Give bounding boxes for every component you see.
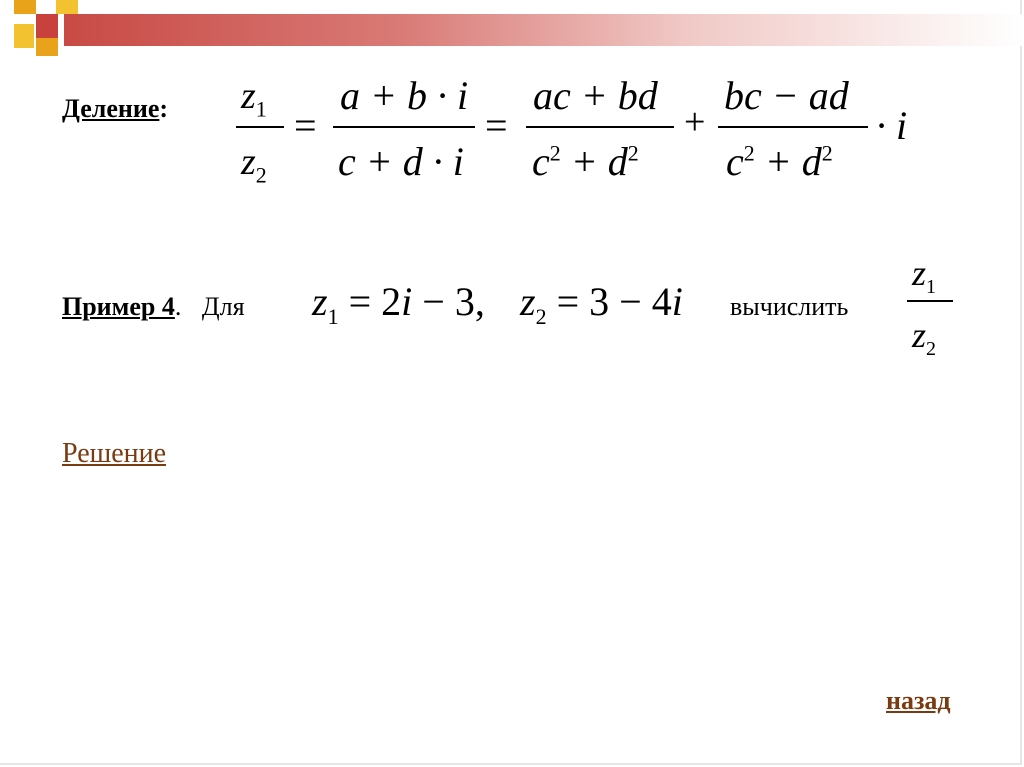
example-frac-bar: [907, 300, 953, 302]
formula-lhs-denominator: $z_2$: [241, 141, 267, 188]
back-link[interactable]: назад: [886, 686, 951, 715]
example-z2-definition: $z_2 = 3 - 4i$: [520, 279, 683, 329]
formula-equals-2: =: [485, 103, 508, 148]
division-label: Деление:: [62, 94, 169, 123]
formula-frac3-numerator: bc − ad: [724, 73, 849, 118]
header-square-orange-bottom: [36, 38, 58, 56]
header-square-red: [36, 14, 58, 38]
example-compute-word: вычислить: [730, 292, 849, 321]
formula-lhs-numerator: $z_1$: [241, 75, 267, 122]
solution-link[interactable]: Решение: [62, 438, 167, 469]
formula-frac2-numerator: ac + bd: [533, 73, 658, 118]
formula-frac1-denominator: c + d · i: [338, 139, 464, 184]
formula-frac3-bar: [718, 126, 868, 128]
header-square-orange-top: [14, 0, 36, 14]
example-label: Пример 4. Для: [62, 292, 245, 321]
formula-frac2-bar: [526, 126, 674, 128]
formula-frac1-numerator: a + b · i: [340, 73, 469, 118]
formula-lhs-fraction-bar: [236, 126, 284, 128]
formula-tail: · i: [876, 103, 908, 148]
header-square-yellow-top: [56, 0, 78, 14]
formula-equals-1: =: [294, 103, 317, 148]
example-frac-denominator: $z_2$: [912, 315, 937, 361]
formula-frac1-bar: [333, 126, 475, 128]
header-gradient-bar: [64, 14, 1024, 46]
header-square-yellow-left: [14, 24, 34, 48]
formula-frac2-denominator: $c^2 + d^2$: [532, 139, 639, 184]
formula-plus: +: [684, 101, 706, 143]
example-z1-definition: $z_1 = 2i - 3$,: [312, 279, 485, 329]
example-frac-numerator: $z_1$: [912, 253, 937, 299]
formula-frac3-denominator: $c^2 + d^2$: [726, 139, 833, 184]
